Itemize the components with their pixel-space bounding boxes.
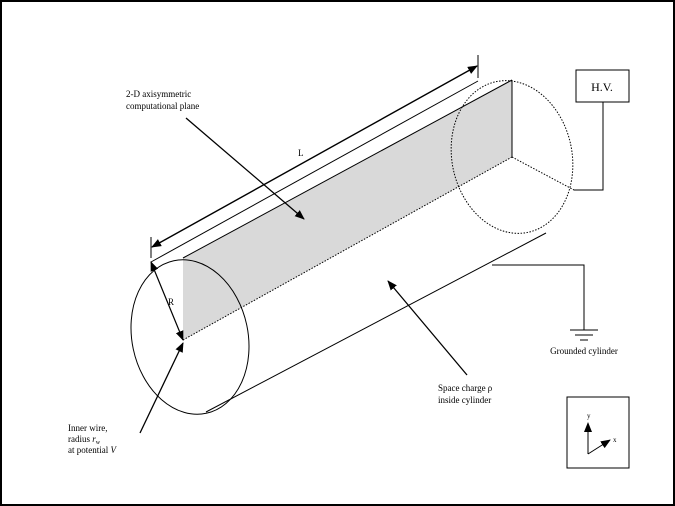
wire-label-line2: radius $r_w$ <box>68 434 101 446</box>
computational-plane <box>183 80 512 340</box>
radius-dimension <box>151 262 183 340</box>
radius-label: R <box>168 297 175 307</box>
plane-pointer-arrow <box>186 118 304 219</box>
wire-label-line3: at potential V <box>68 445 116 455</box>
x-axis-label: x <box>613 436 617 444</box>
plane-label-line1: 2-D axisymmetric <box>126 89 192 99</box>
hv-wire <box>574 102 603 190</box>
length-label: L <box>298 148 304 158</box>
plane-label-line2: computational plane <box>126 101 200 111</box>
hv-label: H.V. <box>591 80 613 94</box>
space-charge-label-line1: Space charge ρ <box>438 383 493 393</box>
wire-pointer-arrow <box>140 343 183 433</box>
wire-label-line1: Inner wire, <box>68 423 108 433</box>
wire-to-hv-dotted <box>512 157 574 190</box>
space-charge-label-line2: inside cylinder <box>438 395 492 405</box>
ground-label: Grounded cylinder <box>550 346 618 356</box>
y-axis-label: y <box>587 412 591 420</box>
axes-inset-box <box>567 397 629 468</box>
ground-wire <box>492 265 584 330</box>
